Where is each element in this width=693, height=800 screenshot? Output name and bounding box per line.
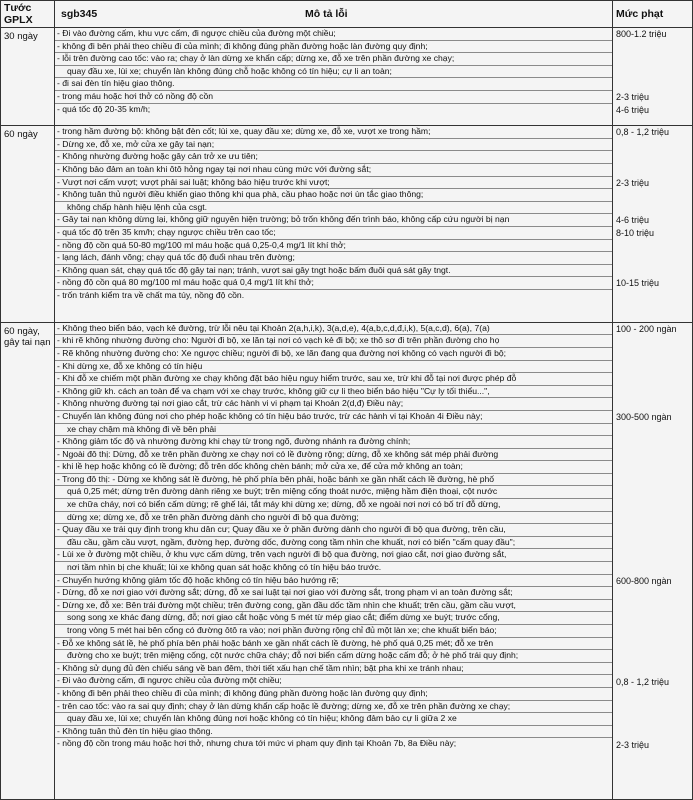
suspension-period: 30 ngày <box>4 31 38 42</box>
penalty-amount: 100 - 200 ngàn <box>616 323 677 334</box>
license-suspension-cell <box>1 126 55 323</box>
violation-description-cell <box>55 126 613 323</box>
violation-line: - lỗi trên đường cao tốc: vào ra; chạy ở làn dừng xe khẩn cấp; dừng xe, đỗ xe trên phần đường xe chạy; <box>55 53 612 66</box>
violation-line: - Không quan sát, chạy quá tốc độ gây tai nạn; tránh, vượt sai gây tngt hoặc bấm đuôi quá sát gây tngt. <box>55 265 612 278</box>
violation-line: - Chuyển hướng không giảm tốc độ hoặc không có tín hiệu báo hướng rẽ; <box>55 575 612 588</box>
violation-line: không chấp hành hiệu lệnh của csgt. <box>55 202 612 215</box>
penalty-cell <box>613 28 693 126</box>
violation-line: - Dừng, đỗ xe nơi giao với đường sắt; dừng, đỗ xe sai luật tại nơi giao với đường sắt, trong phạm vi an toàn đường sắt; <box>55 587 612 600</box>
violation-line: - Ngoài đô thị: Dừng, đỗ xe trên phần đường xe chạy nơi có lề đường rộng; dừng, đỗ xe không sát mép phải đường <box>55 449 612 462</box>
header-watermark: sgb345 <box>61 8 98 20</box>
violation-line: - Rẽ không nhường đường cho: Xe ngược chiều; người đi bộ, xe lăn đang qua đường nơi không có vạch người đi bộ; <box>55 348 612 361</box>
violation-line: - Đi vào đường cấm, đi ngược chiều của đường một chiều; <box>55 675 612 688</box>
penalty-amount: 600-800 ngàn <box>616 575 672 586</box>
violation-line: xe chữa cháy, nơi có biển cấm dừng; rẽ ghế lái, tắt máy khi dừng xe; dừng, đỗ xe ngoài nơi nơi có bố trí đỗ dừng, <box>55 499 612 512</box>
violation-line: quay đầu xe, lùi xe; chuyển làn không đúng chỗ hoặc không có tín hiệu; cự li an toàn; <box>55 66 612 79</box>
suspension-period: 60 ngày, gây tai nạn <box>4 325 51 349</box>
penalty-amount: 0,8 - 1,2 triệu <box>616 676 670 687</box>
violation-line: - Vượt nơi cấm vượt; vượt phải sai luật; không báo hiệu trước khi vượt; <box>55 177 612 190</box>
violation-line: - Khi dừng xe, đỗ xe không có tín hiệu <box>55 361 612 374</box>
violation-line: - Không giữ kh. cách an toàn để va chạm với xe chạy trước, không giữ cự li theo biển báo hiệu "Cự ly tối thiểu...", <box>55 386 612 399</box>
violation-line: - trốn tránh kiểm tra về chất ma túy, nồng độ cồn. <box>57 289 245 300</box>
violation-line: - trong hầm đường bộ: không bật đèn cốt; lùi xe, quay đầu xe; dừng xe, đỗ xe, vượt xe trong hầm; <box>55 126 612 139</box>
violation-line: nơi tầm nhìn bị che khuất; lùi xe không quan sát hoặc không có tín hiệu báo trước. <box>55 562 612 575</box>
violation-line: đường cho xe buýt; trên miệng cống, cột nước chữa cháy; đỗ nơi biển cấm dừng hoặc cấm đỗ; ở hè phố trái quy định; <box>55 650 612 663</box>
violation-line: - nồng độ cồn trong máu hoặc hơi thở, nhưng chưa tới mức vi phạm quy định tại Khoản 7b, 8a Điều này; <box>57 738 457 749</box>
violation-line: song song xe khác đang dừng, đỗ; nơi giao cắt hoặc vòng 5 mét từ mép giao cắt; điểm dừng xe buýt; trước cổng, <box>55 612 612 625</box>
violation-line: - Không giảm tốc độ và nhường đường khi chạy từ trong ngõ, đường nhánh ra đường chính; <box>55 436 612 449</box>
violation-line: dừng xe; dừng xe, đỗ xe trên phần đường dành cho người đi bộ qua đường; <box>55 512 612 525</box>
violation-line: - Dừng xe, đỗ xe: Bên trái đường một chiều; trên đường cong, gần đầu dốc tầm nhìn che khuất; trên cầu, gầm cầu vượt, <box>55 600 612 613</box>
violation-line: - lạng lách, đánh võng; chạy quá tốc độ đuổi nhau trên đường; <box>55 252 612 265</box>
violation-line: - Dừng xe, đỗ xe, mở cửa xe gây tai nạn; <box>55 139 612 152</box>
penalty-amount: 2-3 triệu <box>616 739 650 750</box>
header-description <box>55 1 613 28</box>
header-license: Tước GPLX <box>1 1 55 28</box>
penalty-amount: 2-3 triệu <box>616 92 650 102</box>
violation-line: - Lùi xe ở đường một chiều, ở khu vực cấm dừng, trên vạch người đi bộ qua đường, nơi giao cắt, nơi giao đường sắt, <box>55 549 612 562</box>
violation-group <box>1 322 693 799</box>
violation-line: - nồng độ cồn quá 80 mg/100 ml máu hoặc quá 0,4 mg/1 lít khí thở; <box>55 277 612 290</box>
penalty-cell <box>613 322 693 799</box>
penalty-amount: 800-1.2 triệu <box>616 29 667 39</box>
violation-line: - Đỗ xe không sát lề, hè phố phía bên phải hoặc bánh xe gần nhất cách lề đường, hè phố quá 0,25 mét; đỗ xe trên <box>55 638 612 651</box>
violation-line: - không đi bên phải theo chiều đi của mình; đi không đúng phần đường hoặc làn đường quy định; <box>55 688 612 701</box>
violation-line: - quá tốc độ 20-35 km/h; <box>57 103 151 114</box>
violation-group <box>1 28 693 126</box>
violation-line: - trong máu hoặc hơi thở có nồng độ cồn <box>55 91 612 104</box>
violation-line: - Không tuân thủ người điều khiển giao thông khi qua phà, cầu phao hoặc nơi ùn tắc giao thông; <box>55 189 612 202</box>
penalty-amount: 2-3 triệu <box>616 177 650 188</box>
penalty-amount: 300-500 ngàn <box>616 411 672 422</box>
violation-line: quá 0,25 mét; dừng trên đường dành riêng xe buýt; trên miệng cống thoát nước, miệng hầm điện thoại, cột nước <box>55 486 612 499</box>
violation-line: - Không nhường đường tại nơi giao cắt, trừ các hành vi vi phạm tại Khoản 2(d,đ) Điều này; <box>55 398 612 411</box>
header-description-label: Mô tả lỗi <box>305 8 348 20</box>
violation-line: - Trong đô thị: - Dừng xe không sát lề đường, hè phố phía bên phải, hoặc bánh xe gần nhất cách lề đường, hè phố <box>55 474 612 487</box>
penalty-cell <box>613 126 693 323</box>
violation-line: - Không tuân thủ đèn tín hiệu giao thông. <box>55 726 612 739</box>
violation-line: - Chuyển làn không đúng nơi cho phép hoặc không có tín hiệu báo trước, trừ các hành vi tại Khoản 4i Điều này; <box>55 411 612 424</box>
violation-line: - nồng độ cồn quá 50-80 mg/100 ml máu hoặc quá 0,25-0,4 mg/1 lít khí thở; <box>55 240 612 253</box>
penalty-amount: 10-15 triệu <box>616 278 660 289</box>
violation-line: - Quay đầu xe trái quy định trong khu dân cư; Quay đầu xe ở phần đường dành cho người đi bộ qua đường, trên cầu, <box>55 524 612 537</box>
violation-line: trong vòng 5 mét hai bên cổng có đường ôtô ra vào; nơi phần đường rộng chỉ đủ một làn xe; che khuất biển báo; <box>55 625 612 638</box>
violation-line: - Không bảo đảm an toàn khi ôtô hỏng ngay tại nơi nhau cùng mức với đường sắt; <box>55 164 612 177</box>
violation-line: - trên cao tốc: vào ra sai quy định; chạy ở làn dừng khẩn cấp hoặc lề đường; dừng xe, đỗ xe trên phần đường xe chạy; <box>55 701 612 714</box>
header-row <box>1 1 693 28</box>
suspension-period: 60 ngày <box>4 129 38 141</box>
penalty-amount: 8-10 triệu <box>616 228 655 239</box>
penalty-amount: 0,8 - 1,2 triệu <box>616 127 670 138</box>
violation-line: - Không theo biển báo, vạch kẻ đường, trừ lỗi nêu tại Khoản 2(a,h,i,k), 3(a,d,e), 4(a,b,c,d,đ,i,k), 5(a,c,d), 6(a), 7(a) <box>55 323 612 336</box>
violation-line: - Không nhường đường hoặc gây cản trở xe ưu tiên; <box>55 151 612 164</box>
header-penalty: Mức phạt <box>613 1 693 28</box>
violation-line: - khi lề hẹp hoặc không có lề đường; đỗ trên dốc không chèn bánh; mở cửa xe, để cửa mở không an toàn; <box>55 461 612 474</box>
license-suspension-cell <box>1 322 55 799</box>
violation-line: - khi rẽ không nhường đường cho: Người đi bộ, xe lăn tại nơi có vạch kẻ đi bộ; xe thô sơ đi trên phần đường cho họ <box>55 335 612 348</box>
violation-description-cell <box>55 28 613 126</box>
violation-line: - quá tốc độ trên 35 km/h; chạy ngược chiều trên cao tốc; <box>55 227 612 240</box>
violation-group <box>1 126 693 323</box>
violation-line: đầu cầu, gầm cầu vượt, ngầm, đường hẹp, đường dốc, đường cong tầm nhìn che khuất, nơi có biển "cấm quay đầu"; <box>55 537 612 550</box>
violation-line: - Gây tai nạn không dừng lại, không giữ nguyên hiện trường; bỏ trốn không đến trình báo, không cấp cứu người bị nạn <box>55 214 612 227</box>
violation-line: - Đi vào đường cấm, khu vực cấm, đi ngược chiều của đường một chiều; <box>55 28 612 41</box>
violation-line: - Khi đỗ xe chiếm một phần đường xe chạy không đặt báo hiệu nguy hiểm trước, sau xe, trừ khi đỗ tại nơi được phép đỗ <box>55 373 612 386</box>
violation-line: xe chạy chậm mà không đi về bên phải <box>55 424 612 437</box>
penalty-amount: 4-6 triệu <box>616 104 650 115</box>
violation-line: quay đầu xe, lùi xe; chuyển làn không đúng nơi hoặc không có tín hiệu; không đảm bảo cự li giữa 2 xe <box>55 713 612 726</box>
violation-line: - không đi bên phải theo chiều đi của mình; đi không đúng phần đường hoặc làn đường quy định; <box>55 41 612 54</box>
license-suspension-cell <box>1 28 55 126</box>
penalty-amount: 4-6 triệu <box>616 215 650 226</box>
violation-line: - Không sử dụng đủ đèn chiếu sáng về ban đêm, thời tiết xấu hạn chế tầm nhìn; bật pha khi xe tránh nhau; <box>55 663 612 676</box>
violation-line: - đi sai đèn tín hiệu giao thông. <box>55 78 612 91</box>
violation-description-cell <box>55 322 613 799</box>
